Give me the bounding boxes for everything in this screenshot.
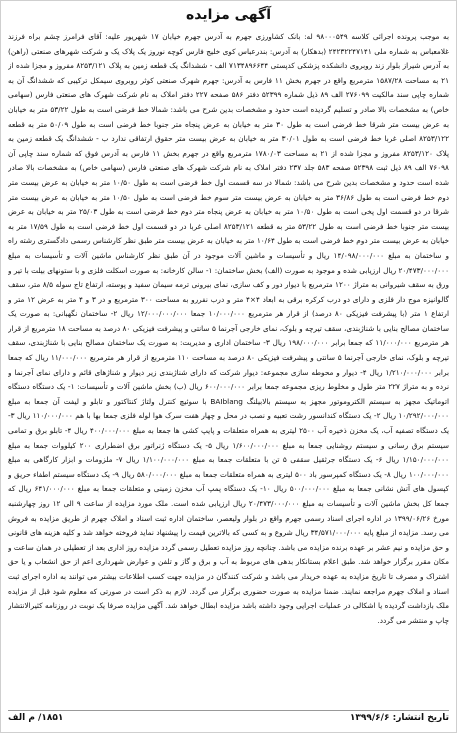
footer bbox=[8, 710, 449, 726]
notice-code: ۱۸۵۱/ م الف bbox=[8, 713, 64, 723]
auction-notice-text: به موجب پرونده اجرائی کلاسه ۹۸۰۰۰۵۴۹ له: بانک کشاورزی جهرم به آدرس جهرم خیابان ۱۷ شهریور علیه: آقای فرامرز چشم براه فرزند غلامعباس به شماره ملی ۲۴۲۳۲۲۴۷۱۴۱ (بدهکار) به آدرس: بندرعباس کوی خلیج فارس کوچه نوروز یک پلاک یک و شرکت شهرهای صنعتی (راهن) به آدرس شیراز بلوار زند روبروی دانشکده پزشکی کدپستی ۷۱۳۴۸۹۶۶۴۴ الف - ششدانگ یک قطعه زمین به پلاک ۸۲۵۳/۱۲۱ مفروز و مجزا شده از ۲۱ به مساحت ۱۵۸۷/۲۸ مترمربع واقع در جهرم بخش ۱۱ فارس به آدرس: جهرم شهرک صنعتی کوثر روبروی سیمکل ترکیبی که ششدانگ آن به شماره چاپی سند مالکیت ۲۷۶۰۹۹ الف ۸۹ ذیل شماره ۵۲۳۹۹ دفتر ۵۸۶ صفحه ۲۲۷ دفتر املاک به نام شرکت شهرک های صنعتی فارس (سهامی خاص) به مشخصات بالا صادر و تسلیم گردیده است حدود و مشخصات بدین شرح می باشد: شمالا خط فرضی است به طول ۵۳/۲۲ متر به خیابان به عرض بیست متر شرقا خط فرضی است به طول ۳۰ متر به خیابان به عرض پنجاه متر جنوبا خط فرضی است به طول ۵۰/۰۹ متر به قطعه ۸۲۵۳/۱۲۲ اصلی غربا خط فرضی است به طول ۳۰/۰۱ متر به خیابان به عرض بیست متر حقوق ارتفاقی ندارد ب - ششدانگ یک قطعه زمین به پلاک ۸۲۵۳/۱۲۰ مفروز و مجزا شده از ۲۱ به مساحت ۱۷۸۰/۰۳ مترمربع واقع در جهرم بخش ۱۱ فارس به آدرس فوق که شماره سند چاپی آن ۷۶۰۹۸ الف ۸۹ ذیل ثبت ۵۲۳۹۸ صفحه ۵۸۳ جلد ۲۳۷ دفتر املاک به نام شرکت شهرک های صنعتی فارس (سهامی خاص) به مشخصات بالا صادر شده است حدود و مشخصات بدین شرح می باشد: شمالا در سه قسمت اول خط فرضی است به طول ۱۰/۵۰ متر به خیابان به عرض بیست متر دوم خط فرضی است به طول ۳۶/۸۶ متر به خیابان به عرض بیست متر سوم خط فرضی است به طول ۱۰/۵۰ متر به خیابان به عرض بیست متر شرقا در دو قسمت اول پخی است به طول ۱۰/۵۰ متر به خیابان به عرض پنجاه متر دوم خط فرضی است به طول ۲۵/۰۳ متر به خیابان به عرض بیست متر جنوبا خط فرضی است به طول ۵۳/۲۲ متر به قطعه ۸۲۵۳/۱۲۱ اصلی غربا در دو قسمت اول خط فرضی است به طول ۱۷/۵۹ متر به خیابان به عرض بیست متر دوم خط فرضی است به طول ۱۰/۶۴ متر به خیابان به عرض بیست متر طبق نظر کارشناس رسمی دادگستری رشته راه و ساختمان به مبلغ ۱۴/۰۹۸/۰۰۰/۰۰۰ ریال و تأسیسات و ماشین آلات موجود در آن طبق نظر کارشناس ماشین آلات و تأسیسات به مبلغ ۲۰/۴۷۳/۰۰۰/۰۰۰ ریال ارزیابی شده و موجود به صورت (الف) بخش ساختمان: ۱- سالن کارخانه: به صورت اسکلت فلزی و با ستونهای بیلت با تیر و ورق به سقف شیروانی به متراژ ۱۲۰۰ مترمربع با دیوار دور و کف سازی، نمای بیرونی ترمه سیمان سفید و پوسته، ارتفاع تاج سوله ۸/۵ متر، سقف گالوانیزه موج دار فلزی و دارای دو درب کرکره برقی به ابعاد ۴×۴ متر و درب نفررو به مساحت ۳۰۰ مترمربع و در ۳ و ۴ متر به عرض ۱۲ متر و ارتفاع ۱ متر (با پیشرفت فیزیکی ۸۰ درصد) از قرار هر مترمربع ۱۰/۰۰۰/۰۰۰ جمعا ۱۲/۰۰۰/۰۰۰/۰۰۰ ریال ۲- ساختمان نگهبانی: به صورت یک ساختمان مصالح بنایی با شناژبندی، سقف تیرچه و بلوک، نمای خارجی آجرنما ۵ سانتی و پیشرفت فیزیکی ۸۰ درصد به مساحت ۱۸ مترمربع از قرار هر مترمربع ۱۱/۰۰۰/۰۰۰ که جمعا برابر ۱۹۸/۰۰۰/۰۰۰ ریال ۳- ساختمان اداری و مدیریت: به صورت یک ساختمان مصالح بنایی با شناژبندی، سقف تیرچه و بلوک، نمای خارجی آجرنما ۵ سانتی و پیشرفت فیزیکی ۸۰ درصد به مساحت ۱۱۰ مترمربع از قرار هر مترمربع ۱۱/۰۰۰/۰۰۰ ریال که جمعا برابر ۱/۲۱۰/۰۰۰/۰۰۰ ریال ۴- دیوار و محوطه سازی مجموعه: دیوار شرکت که دارای شناژبندی زیر دیوار و شناژهای قائم و دارای نمای آجرنما و نرده و به متراژ ۲۲۷ متر طول و مخلوط ریزی مجموعه جمعا برابر ۶۰۰/۰۰۰/۰۰۰ ریال (ب) بخش ماشین آلات و تأسیسات: ۱- یک دستگاه دستگاه اتوماتیک مجهز به سیستم الکتروموتور مجهز به سیستم بالابیلنگ BAIblang با سوئیچ کنترل ولتاژ کنتاکتور و تابلو و لیفت آن جمعا به مبلغ ۱۰/۲۹۲/۰۰۰/۰۰۰ ریال ۲- یک دستگاه کندانسور رشت تعبیه و نصب در محل و چهار هفت سرک هوا لوله فلزی جمعا بها با هم ۱۱۰/۰۰۰/۰۰۰ ریال ۳- یک دستگاه تصفیه آب، یک مخزن ذخیره آب ۲۵۰۰ لیتری به همراه متعلقات و پایپ کشی ها جمعا به مبلغ ۴۰۰/۰۰۰/۰۰۰ ریال ۴- تابلو برق و تمامی سیستم برق رسانی و سیستم روشنایی جمعا به مبلغ ۱/۶۰۰/۰۰۰/۰۰۰ ریال ۵- یک دستگاه ژنراتور برق اضطراری ۲۰۰ کیلووات جمعا به مبلغ ۱/۱۵۰/۰۰۰/۰۰۰ ریال ۶- یک دستگاه جرثقیل سقفی ۵ تن با متعلقات جمعا به مبلغ ۱/۱۰۰/۰۰۰/۰۰۰ ریال ۷- ملزومات و ابزار کارگاهی به مبلغ ۱۰۰/۰۰۰/۰۰۰ ریال ۸- یک دستگاه کمپرسور باد ۵۰۰ لیتری به همراه متعلقات جمعا به مبلغ ۵۸۰/۰۰۰/۰۰۰ ریال ۹- یک دستگاه سیستم اطفاء حریق و کپسول های آتش نشانی جمعا به مبلغ ۵۰۰/۰۰۰/۰۰۰ ریال ۱۰- یک دستگاه پمپ آب مخزن زمینی و متعلقات جمعا به مبلغ ۶۴۱/۰۰۰/۰۰۰ ریال که جمعا کل بخش ماشین آلات و تأسیسات به مبلغ ۲۰/۴۷۳/۰۰۰/۰۰۰ ریال ارزیابی شده است. ملک مورد مزایده از ساعت ۹ الی ۱۲ روز چهارشنبه مورخ ۱۳۹۹/۰۶/۲۶ در اداره اجرای اسناد رسمی جهرم واقع در بلوار ولیعصر، ساختمان اداره ثبت اسناد و املاک جهرم از طریق مزایده به فروش می رسد. مزایده از مبلغ پایه ۳۴/۵۷۱/۰۰۰/۰۰۰ ریال شروع و به کسی که بالاترین قیمت را پیشنهاد نماید فروخته خواهد شد و کلیه هزینه های قانونی و حق مزایده و نیم عشر بر عهده برنده مزایده می باشد. چنانچه روز مزایده تعطیل رسمی گردد مزایده روز اداری بعد از تعطیلی در همان ساعت و مکان مقرر برگزار خواهد شد. طبق اعلام بستانکار بدهی های مربوط به آب و برق و گاز و تلفن و عوارض شهرداری اعم از حق انشعاب و یا حق اشتراک و مصرف تا تاریخ مزایده به عهده خریدار می باشد و شرکت کنندگان در مزایده جهت کسب اطلاعات بیشتر می توانند به اداره اجرای ثبت اسناد و املاک جهرم مراجعه نمایند. ضمنا مزایده به صورت حضوری برگزار می گردد. لازم به ذکر است در صورتی که معلوم شود قبل از مزایده ملک بازداشت گردیده یا اشکالی در عملیات اجرایی وجود داشته باشد مزایده ابطال خواهد شد. آگهی مزایده صرفا یک نوبت در روزنامه کثیرالانتشار چاپ و منتشر می گردد. bbox=[8, 32, 449, 625]
publication-date: تاریخ انتشار: ۱۳۹۹/۶/۶ bbox=[349, 713, 449, 723]
page-title: آگهی مزایده bbox=[185, 7, 271, 23]
